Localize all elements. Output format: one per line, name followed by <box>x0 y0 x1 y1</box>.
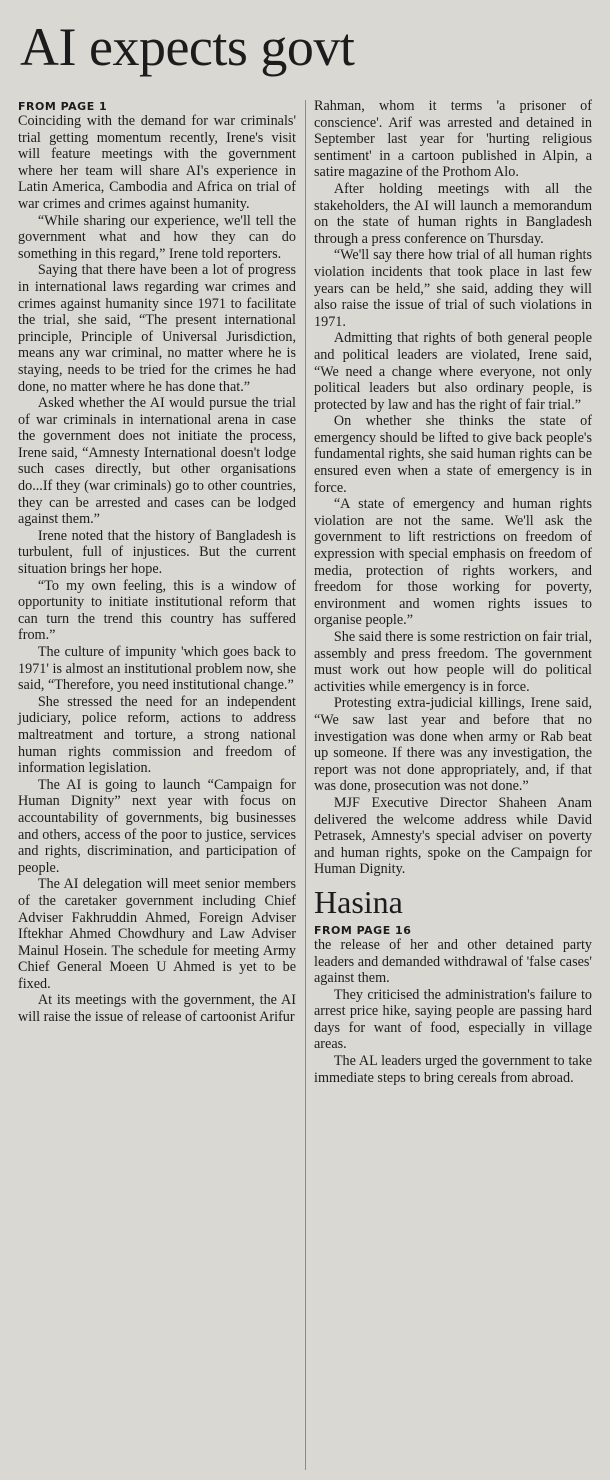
paragraph: “We'll say there how trial of all human rights violation incidents that took place in last few years can be held,” she said, adding they will also raise the issue of trial of such violations in 1971. <box>314 247 592 330</box>
jump-line: FROM PAGE 1 <box>18 100 108 113</box>
paragraph: Coinciding with the demand for war criminals' trial getting momentum recently, Irene's visit will feature meetings with the government where her team will share AI's experience in Latin America, Cambodia and Africa on trial of war crimes and crimes against humanity. <box>18 113 296 212</box>
paragraph: Admitting that rights of both general people and political leaders are violated, Irene said, “We need a change where everyone, not only political leaders but also ordinary people, is protected by law and has the right of fair trial.” <box>314 330 592 413</box>
paragraph: Rahman, whom it terms 'a prisoner of conscience'. Arif was arrested and detained in September last year for 'hurting religious sentiment' in a cartoon published in Alpin, a satire magazine of the Prothom Alo. <box>314 98 592 181</box>
paragraph: Asked whether the AI would pursue the trial of war criminals in international arena in case the government does not initiate the process, Irene said, “Amnesty International doesn't lodge such cases directly, but other organisations do...If they (war criminals) go to other countries, they can be arrested and cases can be lodged against them.” <box>18 395 296 528</box>
jump-line: FROM PAGE 16 <box>314 923 412 937</box>
paragraph: “To my own feeling, this is a window of opportunity to initiate institutional reform that can turn the trend this country has suffered from.” <box>18 577 296 644</box>
paragraph: The culture of impunity 'which goes back to 1971' is almost an institutional problem now, she said, “Therefore, you need institutional change.” <box>18 644 296 694</box>
paragraph: At its meetings with the government, the AI will raise the issue of release of cartoonist Arifur <box>18 992 296 1026</box>
paragraph: the release of her and other detained party leaders and demanded withdrawal of 'false cases' against them. <box>314 936 592 987</box>
paragraph: She stressed the need for an independent judiciary, police reform, actions to address maltreatment and torture, a strong national human rights commission and freedom of information legislation. <box>18 693 296 777</box>
column-divider <box>305 100 306 1470</box>
left-column <box>18 98 296 1026</box>
paragraph: They criticised the administration's failure to arrest price hike, saying people are passing hard days for want of food, especially in village areas. <box>314 986 592 1053</box>
paragraph: The AI delegation will meet senior members of the caretaker government including Chief Adviser Fakhruddin Ahmed, Foreign Adviser Iftekhar Ahmed Chowdhury and Law Adviser Mainul Hosein. The schedule for meeting Army Chief General Moeen U Ahmed is yet to be fixed. <box>18 876 296 992</box>
right-column <box>314 98 592 1086</box>
paragraph: Saying that there have been a lot of progress in international laws regarding war crimes and crimes against humanity since 1971 to facilitate the trial, she said, “The present international principle, Principle of Universal Jurisdiction, means any war criminal, no matter where he is staying, needs to be tried for the crimes he had done, no matter where he has done that.” <box>18 262 296 395</box>
paragraph: Protesting extra-judicial killings, Irene said, “We saw last year and before that no investigation was done when army or Rab beat up someone. If there was any investigation, the report was not done appropriately, and, if that was done, prosecution was not done.” <box>314 695 592 795</box>
paragraph: “While sharing our experience, we'll tell the government what and how they can do something in this regard,” Irene told reporters. <box>18 212 296 262</box>
paragraph: Irene noted that the history of Bangladesh is turbulent, full of injustices. But the current situation brings her hope. <box>18 527 296 578</box>
paragraph: After holding meetings with all the stakeholders, the AI will launch a memorandum on the state of human rights in Bangladesh through a press conference on Thursday. <box>314 180 592 247</box>
paragraph: The AL leaders urged the government to take immediate steps to bring cereals from abroad. <box>314 1053 592 1086</box>
headline: AI expects govt <box>20 17 355 77</box>
sub-headline: Hasina <box>314 883 403 920</box>
paragraph: She said there is some restriction on fair trial, assembly and press freedom. The government must work out how people will do political activities while emergency is in force. <box>314 629 592 695</box>
paragraph: MJF Executive Director Shaheen Anam delivered the welcome address while David Petrasek, Amnesty's special adviser on poverty and human rights, spoke on the Campaign for Human Dignity. <box>314 794 592 878</box>
paragraph: On whether she thinks the state of emergency should be lifted to give back people's fundamental rights, she said human rights can be ensured even when a state of emergency is in force. <box>314 413 592 496</box>
paragraph: “A state of emergency and human rights violation are not the same. We'll ask the government to lift restrictions on freedom of expression with special emphasis on freedom of media, protection of rights workers, and freedom for those working for poverty, environment and women rights issues to organise people.” <box>314 496 592 629</box>
paragraph: The AI is going to launch “Campaign for Human Dignity” next year with focus on accountability of governments, big businesses and others, access of the poor to justice, services and rights, discrimination, and participation of people. <box>18 776 296 876</box>
